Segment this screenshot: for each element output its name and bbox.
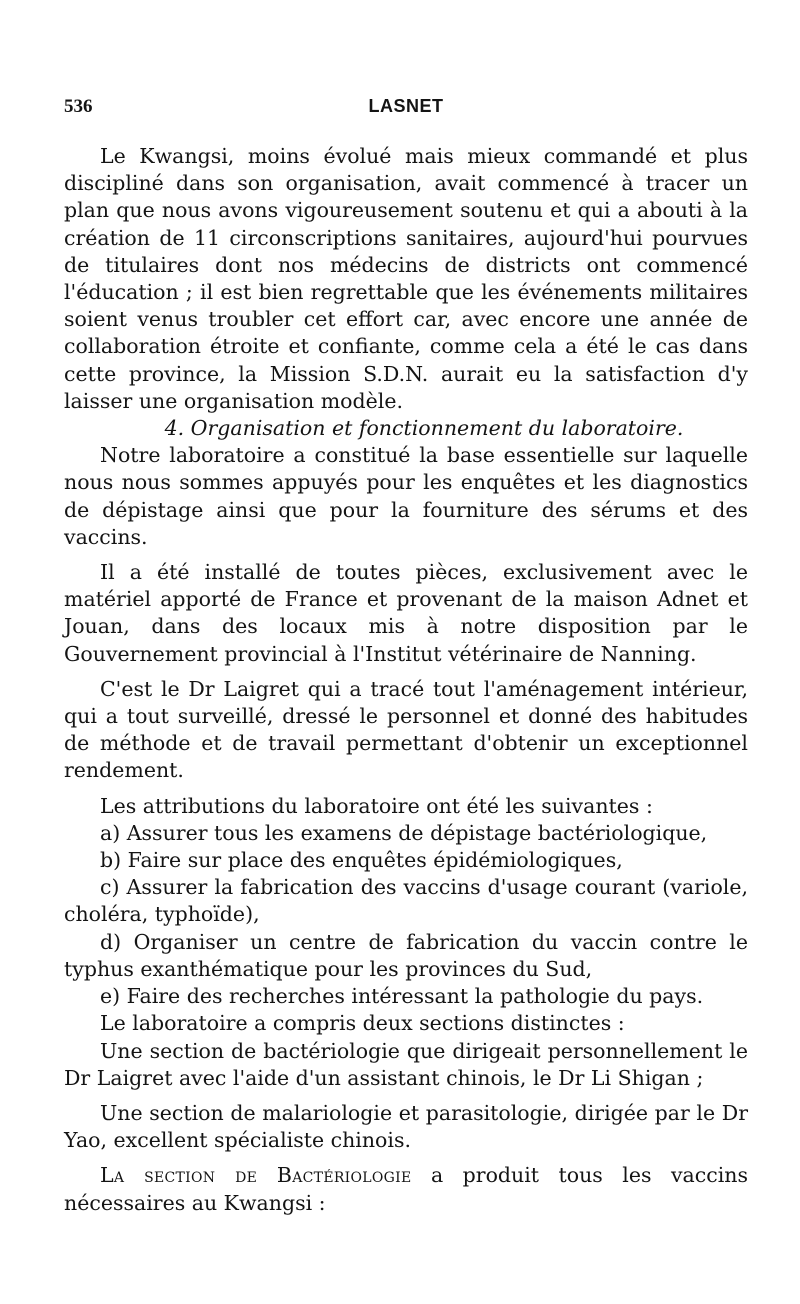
paragraph-laigret: C'est le Dr Laigret qui a tracé tout l'aménagement intérieur, qui a tout surveillé, dressé le personnel et donné des habitudes de méthode et de travail permettant d'obtenir un exceptionnel rendement. bbox=[64, 676, 748, 783]
list-item-attribution-b: b) Faire sur place des enquêtes épidémiologiques, bbox=[100, 848, 623, 873]
page-number: 536 bbox=[64, 96, 93, 117]
list-item-attribution-a: a) Assurer tous les examens de dépistage bactériologique, bbox=[100, 820, 708, 845]
paragraph-attributions-intro: Les attributions du laboratoire ont été les suivantes : bbox=[100, 793, 653, 818]
body-text bbox=[64, 143, 748, 1217]
section-heading: 4. Organisation et fonctionnement du laboratoire. bbox=[164, 416, 684, 441]
paragraph-bacteriology-production bbox=[64, 1162, 748, 1216]
section-lead-smallcaps: La section de Bactériologie bbox=[100, 1163, 412, 1188]
list-item-attribution-e: e) Faire des recherches intéressant la pathologie du pays. bbox=[100, 984, 704, 1009]
list-item-attribution-c: c) Assurer la fabrication des vaccins d'usage courant (variole, choléra, typhoïde), bbox=[64, 875, 748, 927]
page-header bbox=[64, 96, 748, 126]
paragraph-lab-installation: Il a été installé de toutes pièces, exclusivement avec le matériel apporté de France et provenant de la maison Adnet et Jouan, dans des locaux mis à notre disposition par le Gouvernement provincial à l'Institut vétérinaire de Nanning. bbox=[64, 560, 748, 666]
paragraph-section-bacteriology: Une section de bactériologie que dirigeait personnellement le Dr Laigret avec l'aide d'un assistant chinois, le Dr Li Shigan ; bbox=[64, 1038, 748, 1090]
paragraph-section-malariology: Une section de malariologie et parasitologie, dirigée par le Dr Yao, excellent spécialiste chinois. bbox=[64, 1100, 748, 1153]
paragraph-kwangsi: Le Kwangsi, moins évolué mais mieux commandé et plus discipliné dans son organisation, avait commencé à tracer un plan que nous avons vigoureusement soutenu et qui a abouti à la création de 11 circonscriptions sanitaires, aujourd'hui pourvues de titulaires dont nos médecins de districts ont commencé l'éducation ; il est bien regrettable que les événements militaires soient venus troubler cet effort car, avec encore une année de collaboration étroite et confiante, comme cela a été le cas dans cette province, la Mission S.D.N. aurait eu la satisfaction d'y laisser une organisation modèle. bbox=[64, 144, 748, 413]
list-item-attribution-d: d) Organiser un centre de fabrication du vaccin contre le typhus exanthématique pour les provinces du Sud, bbox=[64, 929, 748, 981]
paragraph-sections-intro: Le laboratoire a compris deux sections distinctes : bbox=[100, 1011, 625, 1036]
paragraph-bacteriology-rest: a produit tous les vaccins nécessaires au Kwangsi : bbox=[64, 1163, 749, 1215]
running-title: LASNET bbox=[368, 96, 444, 116]
paragraph-lab-base: Notre laboratoire a constitué la base essentielle sur laquelle nous nous sommes appuyés pour les enquêtes et les diagnostics de dépistage ainsi que pour la fourniture des sérums et des vaccins. bbox=[64, 443, 748, 549]
